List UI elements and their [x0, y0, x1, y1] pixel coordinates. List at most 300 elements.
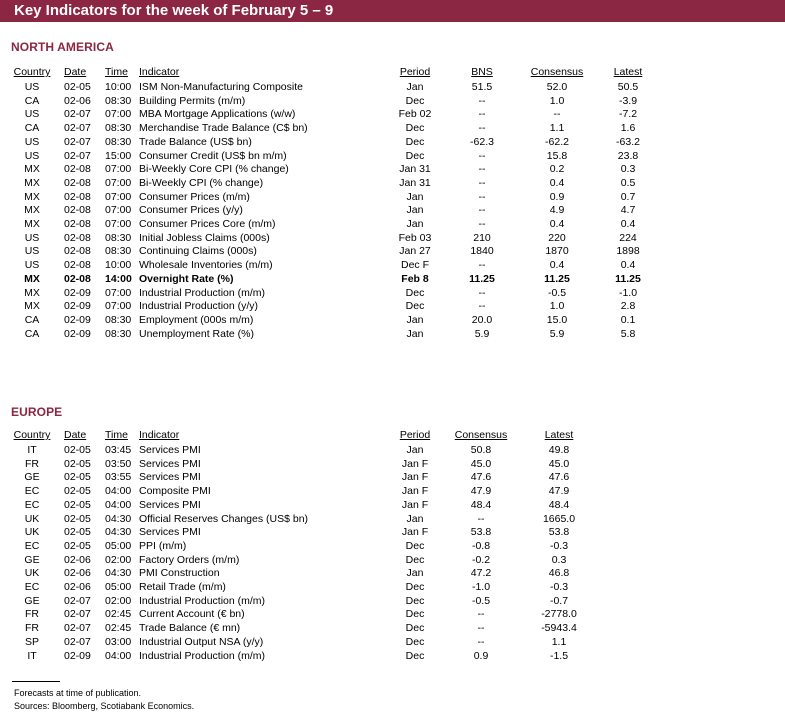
cell-indicator: Composite PMI — [139, 485, 211, 498]
cell-indicator: MBA Mortgage Applications (w/w) — [139, 108, 296, 121]
cell-country: CA — [24, 313, 40, 326]
cell-time: 08:30 — [105, 135, 132, 148]
cell-latest: -0.3 — [549, 581, 569, 593]
cell-time: 04:30 — [105, 512, 132, 525]
cell-time: 07:00 — [105, 163, 132, 176]
cell-consensus: -0.5 — [471, 594, 491, 607]
table-row — [0, 499, 785, 513]
cell-consensus: 48.4 — [470, 498, 492, 511]
cell-time: 03:50 — [105, 457, 132, 470]
cell-country: FR — [25, 457, 39, 470]
cell-period: Jan — [406, 327, 424, 340]
cell-time: 03:45 — [105, 444, 132, 456]
cell-date: 02-07 — [64, 122, 91, 135]
cell-latest: 50.5 — [617, 81, 639, 93]
table-row — [0, 108, 785, 122]
cell-latest: 0.3 — [551, 553, 567, 566]
cell-consensus: 0.2 — [549, 163, 565, 176]
cell-time: 08:30 — [105, 327, 132, 340]
cell-latest: -2778.0 — [541, 608, 577, 621]
cell-bns: -- — [478, 108, 486, 121]
cell-indicator: Continuing Claims (000s) — [139, 245, 257, 258]
cell-period: Jan F — [401, 457, 429, 470]
header-period: Period — [399, 429, 431, 441]
cell-indicator: Services PMI — [139, 471, 201, 484]
cell-time: 05:00 — [105, 539, 132, 552]
cell-country: IT — [27, 649, 37, 662]
cell-indicator: PPI (m/m) — [139, 539, 187, 552]
cell-period: Feb 03 — [398, 231, 432, 244]
cell-latest: 2.8 — [620, 300, 636, 313]
cell-time: 02:45 — [105, 608, 132, 621]
cell-time: 07:00 — [105, 176, 132, 189]
cell-date: 02-05 — [64, 444, 91, 456]
cell-bns: -- — [478, 259, 486, 272]
table-row — [0, 526, 785, 540]
header-date: Date — [64, 66, 87, 78]
header-bns: BNS — [471, 66, 493, 78]
cell-date: 02-09 — [64, 286, 91, 299]
cell-bns: -- — [478, 218, 486, 230]
cell-consensus: -1.0 — [471, 581, 491, 593]
cell-consensus: -0.8 — [471, 539, 491, 552]
cell-time: 07:00 — [105, 218, 132, 230]
table-row — [0, 444, 785, 458]
cell-bns: -- — [478, 149, 486, 162]
cell-consensus: -- — [477, 622, 485, 635]
cell-period: Dec — [405, 300, 425, 313]
cell-date: 02-08 — [64, 272, 91, 285]
cell-period: Dec F — [400, 259, 429, 272]
cell-consensus: 1870 — [545, 245, 569, 258]
cell-consensus: 47.2 — [470, 567, 492, 580]
cell-indicator: Merchandise Trade Balance (C$ bn) — [139, 122, 308, 135]
table-row — [0, 259, 785, 273]
cell-indicator: Official Reserves Changes (US$ bn) — [139, 512, 309, 525]
cell-country: MX — [24, 163, 40, 176]
cell-indicator: Industrial Production (m/m) — [139, 649, 266, 662]
header-date: Date — [64, 429, 87, 441]
cell-date: 02-05 — [64, 526, 91, 539]
cell-consensus: 1.0 — [549, 94, 565, 107]
cell-time: 10:00 — [105, 259, 132, 272]
cell-time: 04:00 — [105, 485, 132, 498]
cell-date: 02-08 — [64, 259, 91, 272]
title-bar — [0, 0, 785, 22]
cell-bns: 11.25 — [469, 272, 495, 285]
cell-indicator: Building Permits (m/m) — [139, 94, 246, 107]
cell-bns: 210 — [473, 231, 491, 244]
cell-period: Dec — [405, 594, 425, 607]
table-row — [0, 136, 785, 150]
cell-consensus: 47.6 — [470, 471, 492, 484]
cell-latest: 0.4 — [620, 218, 636, 230]
cell-time: 04:00 — [105, 498, 132, 511]
cell-time: 02:45 — [105, 622, 132, 635]
cell-bns: 1840 — [470, 245, 494, 258]
header-consensus: Consensus — [454, 429, 508, 441]
cell-date: 02-07 — [64, 635, 91, 648]
cell-period: Jan 27 — [399, 245, 431, 258]
cell-period: Jan — [406, 190, 424, 203]
cell-latest: 0.3 — [620, 163, 636, 176]
table-row — [0, 458, 785, 472]
cell-date: 02-07 — [64, 622, 91, 635]
cell-date: 02-06 — [64, 553, 91, 566]
cell-country: GE — [24, 553, 40, 566]
cell-country: IT — [27, 444, 37, 456]
cell-time: 02:00 — [105, 594, 132, 607]
cell-indicator: Services PMI — [139, 444, 201, 456]
cell-indicator: Industrial Production (m/m) — [139, 594, 266, 607]
cell-indicator: Initial Jobless Claims (000s) — [139, 231, 270, 244]
cell-period: Dec — [405, 608, 425, 621]
cell-country: US — [24, 259, 40, 272]
cell-latest: 48.4 — [548, 498, 570, 511]
cell-date: 02-08 — [64, 218, 91, 230]
section-title-europe: EUROPE — [11, 405, 63, 419]
cell-date: 02-09 — [64, 649, 91, 662]
cell-period: Jan — [406, 313, 424, 326]
cell-time: 03:55 — [105, 471, 132, 484]
table-row — [0, 218, 785, 232]
cell-country: MX — [24, 300, 40, 313]
cell-period: Dec — [405, 581, 425, 593]
cell-indicator: Industrial Output NSA (y/y) — [139, 635, 264, 648]
cell-bns: -- — [478, 176, 486, 189]
table-row — [0, 581, 785, 595]
cell-bns: 20.0 — [471, 313, 493, 326]
cell-date: 02-08 — [64, 190, 91, 203]
cell-time: 07:00 — [105, 204, 132, 217]
table-row — [0, 177, 785, 191]
cell-country: MX — [24, 286, 40, 299]
cell-date: 02-05 — [64, 485, 91, 498]
table-row — [0, 595, 785, 609]
cell-period: Jan — [406, 444, 424, 456]
table-row — [0, 513, 785, 527]
cell-consensus: 220 — [548, 231, 566, 244]
cell-period: Jan — [406, 204, 424, 217]
table-header — [0, 429, 785, 443]
cell-country: FR — [25, 622, 39, 635]
cell-indicator: Consumer Credit (US$ bn m/m) — [139, 149, 287, 162]
cell-country: UK — [24, 526, 40, 539]
cell-date: 02-05 — [64, 498, 91, 511]
cell-country: UK — [24, 567, 40, 580]
cell-period: Dec — [405, 94, 425, 107]
cell-time: 10:00 — [105, 81, 132, 93]
cell-country: US — [24, 149, 40, 162]
footnote-forecasts: Forecasts at time of publication. — [14, 688, 142, 698]
cell-latest: -1.5 — [549, 649, 569, 662]
cell-country: EC — [24, 581, 40, 593]
cell-period: Dec — [405, 635, 425, 648]
cell-country: EC — [24, 498, 40, 511]
cell-bns: -- — [478, 300, 486, 313]
cell-consensus: 47.9 — [470, 485, 492, 498]
cell-indicator: Trade Balance (US$ bn) — [139, 135, 252, 148]
cell-latest: 1665.0 — [542, 512, 576, 525]
cell-consensus: 15.0 — [546, 313, 568, 326]
cell-latest: 224 — [619, 231, 637, 244]
cell-country: US — [24, 231, 40, 244]
cell-country: MX — [24, 272, 40, 285]
cell-time: 08:30 — [105, 245, 132, 258]
cell-date: 02-06 — [64, 581, 91, 593]
table-row — [0, 150, 785, 164]
cell-latest: 0.4 — [620, 259, 636, 272]
cell-date: 02-08 — [64, 176, 91, 189]
cell-indicator: PMI Construction — [139, 567, 220, 580]
cell-bns: -- — [478, 163, 486, 176]
cell-date: 02-05 — [64, 471, 91, 484]
cell-indicator: Wholesale Inventories (m/m) — [139, 259, 273, 272]
cell-consensus: 0.4 — [549, 259, 565, 272]
cell-latest: 5.8 — [620, 327, 636, 340]
cell-consensus: 1.1 — [549, 122, 565, 135]
cell-latest: -0.3 — [549, 539, 569, 552]
cell-latest: 46.8 — [548, 567, 570, 580]
cell-date: 02-07 — [64, 608, 91, 621]
cell-country: MX — [24, 190, 40, 203]
cell-period: Dec — [405, 553, 425, 566]
cell-bns: -- — [478, 204, 486, 217]
cell-consensus: -- — [477, 608, 485, 621]
header-consensus: Consensus — [530, 66, 584, 78]
cell-consensus: 1.0 — [549, 300, 565, 313]
cell-date: 02-05 — [64, 512, 91, 525]
header-time: Time — [105, 66, 128, 78]
table-row — [0, 204, 785, 218]
cell-latest: 0.7 — [620, 190, 636, 203]
cell-country: US — [24, 81, 40, 93]
cell-country: UK — [24, 512, 40, 525]
table-row — [0, 163, 785, 177]
cell-country: CA — [24, 327, 40, 340]
cell-latest: 49.8 — [548, 444, 570, 456]
cell-period: Jan F — [401, 526, 429, 539]
cell-country: CA — [24, 122, 40, 135]
cell-period: Jan 31 — [399, 176, 431, 189]
cell-latest: 47.6 — [548, 471, 570, 484]
cell-period: Jan F — [401, 471, 429, 484]
cell-consensus: 15.8 — [546, 149, 568, 162]
cell-indicator: Consumer Prices (y/y) — [139, 204, 243, 217]
cell-time: 04:00 — [105, 649, 132, 662]
cell-time: 07:00 — [105, 108, 132, 121]
cell-latest: 1.1 — [551, 635, 567, 648]
header-indicator: Indicator — [139, 66, 180, 78]
cell-consensus: 0.9 — [549, 190, 565, 203]
table-row — [0, 650, 785, 664]
cell-latest: 45.0 — [548, 457, 570, 470]
cell-date: 02-09 — [64, 300, 91, 313]
cell-period: Jan F — [401, 485, 429, 498]
cell-indicator: Services PMI — [139, 498, 201, 511]
cell-date: 02-08 — [64, 163, 91, 176]
header-latest: Latest — [613, 66, 643, 78]
cell-indicator: Industrial Production (m/m) — [139, 286, 266, 299]
cell-date: 02-05 — [64, 539, 91, 552]
cell-period: Dec — [405, 622, 425, 635]
cell-consensus: 50.8 — [470, 444, 492, 456]
cell-consensus: -62.2 — [545, 135, 569, 148]
cell-date: 02-07 — [64, 594, 91, 607]
cell-indicator: Trade Balance (€ mn) — [139, 622, 241, 635]
table-row — [0, 287, 785, 301]
cell-indicator: Industrial Production (y/y) — [139, 300, 259, 313]
cell-time: 07:00 — [105, 300, 132, 313]
cell-bns: 51.5 — [471, 81, 493, 93]
cell-date: 02-08 — [64, 245, 91, 258]
cell-country: GE — [24, 471, 40, 484]
cell-period: Dec — [405, 649, 425, 662]
cell-date: 02-09 — [64, 327, 91, 340]
table-row — [0, 622, 785, 636]
cell-country: GE — [24, 594, 40, 607]
cell-indicator: Employment (000s m/m) — [139, 313, 254, 326]
cell-time: 08:30 — [105, 122, 132, 135]
table-row — [0, 540, 785, 554]
cell-latest: 1.6 — [620, 122, 636, 135]
cell-consensus: -0.5 — [547, 286, 567, 299]
cell-date: 02-08 — [64, 204, 91, 217]
table-row — [0, 636, 785, 650]
cell-latest: 0.1 — [620, 313, 636, 326]
cell-date: 02-07 — [64, 108, 91, 121]
cell-latest: 4.7 — [620, 204, 636, 217]
cell-time: 14:00 — [105, 272, 132, 285]
cell-time: 03:00 — [105, 635, 132, 648]
cell-time: 02:00 — [105, 553, 132, 566]
cell-consensus: -- — [477, 635, 485, 648]
cell-latest: 11.25 — [615, 272, 641, 285]
cell-date: 02-09 — [64, 313, 91, 326]
cell-consensus: -- — [477, 512, 485, 525]
header-latest: Latest — [544, 429, 574, 441]
cell-date: 02-06 — [64, 567, 91, 580]
cell-latest: 47.9 — [548, 485, 570, 498]
cell-bns: -- — [478, 122, 486, 135]
table-row — [0, 300, 785, 314]
footnote-divider — [12, 681, 60, 682]
cell-latest: -5943.4 — [541, 622, 577, 635]
cell-country: MX — [24, 176, 40, 189]
cell-consensus: 53.8 — [470, 526, 492, 539]
cell-period: Jan — [406, 218, 424, 230]
cell-indicator: Services PMI — [139, 457, 201, 470]
cell-consensus: 5.9 — [549, 327, 565, 340]
cell-consensus: 0.4 — [549, 176, 565, 189]
header-country: Country — [13, 66, 51, 78]
table-header — [0, 66, 785, 80]
cell-period: Dec — [405, 286, 425, 299]
cell-period: Dec — [405, 135, 425, 148]
cell-consensus: 0.9 — [473, 649, 489, 662]
cell-country: US — [24, 245, 40, 258]
cell-latest: 1898 — [616, 245, 640, 258]
section-title-north-america: NORTH AMERICA — [11, 40, 114, 54]
table-row — [0, 81, 785, 95]
footnote-sources: Sources: Bloomberg, Scotiabank Economics. — [14, 701, 195, 711]
cell-country: SP — [24, 635, 39, 648]
cell-indicator: Unemployment Rate (%) — [139, 327, 254, 340]
cell-consensus: -- — [553, 108, 561, 121]
cell-latest: -3.9 — [618, 94, 638, 107]
cell-indicator: Consumer Prices (m/m) — [139, 190, 250, 203]
table-row — [0, 608, 785, 622]
cell-consensus: -0.2 — [471, 553, 491, 566]
cell-latest: -1.0 — [618, 286, 638, 299]
cell-indicator: Retail Trade (m/m) — [139, 581, 226, 593]
table-row — [0, 485, 785, 499]
cell-period: Jan — [406, 512, 424, 525]
cell-bns: -62.3 — [470, 135, 494, 148]
cell-date: 02-07 — [64, 149, 91, 162]
cell-bns: -- — [478, 190, 486, 203]
cell-period: Dec — [405, 539, 425, 552]
cell-bns: -- — [478, 286, 486, 299]
cell-latest: 0.5 — [620, 176, 636, 189]
table-row — [0, 191, 785, 205]
cell-period: Jan — [406, 567, 424, 580]
cell-time: 08:30 — [105, 231, 132, 244]
page-title: Key Indicators for the week of February 5 – 9 — [14, 2, 334, 19]
cell-country: CA — [24, 94, 40, 107]
cell-country: MX — [24, 218, 40, 230]
cell-period: Jan 31 — [399, 163, 431, 176]
table-row — [0, 328, 785, 342]
cell-bns: 5.9 — [474, 327, 490, 340]
cell-date: 02-06 — [64, 94, 91, 107]
cell-period: Feb 02 — [398, 108, 432, 121]
cell-period: Jan — [406, 81, 424, 93]
cell-country: US — [24, 135, 40, 148]
cell-period: Jan F — [401, 498, 429, 511]
cell-country: MX — [24, 204, 40, 217]
cell-indicator: Services PMI — [139, 526, 201, 539]
cell-latest: 53.8 — [548, 526, 570, 539]
cell-indicator: Overnight Rate (%) — [139, 272, 234, 285]
cell-time: 04:30 — [105, 567, 132, 580]
cell-country: EC — [24, 539, 40, 552]
table-row — [0, 245, 785, 259]
cell-date: 02-07 — [64, 135, 91, 148]
cell-consensus: 11.25 — [544, 272, 570, 285]
cell-date: 02-05 — [64, 457, 91, 470]
header-country: Country — [13, 429, 51, 441]
cell-date: 02-05 — [64, 81, 91, 93]
header-indicator: Indicator — [139, 429, 180, 441]
table-row — [0, 554, 785, 568]
cell-latest: -0.7 — [549, 594, 569, 607]
cell-country: US — [24, 108, 40, 121]
cell-indicator: Current Account (€ bn) — [139, 608, 245, 621]
cell-time: 15:00 — [105, 149, 132, 162]
table-row — [0, 471, 785, 485]
cell-bns: -- — [478, 94, 486, 107]
cell-latest: 23.8 — [617, 149, 639, 162]
cell-consensus: 0.4 — [549, 218, 565, 230]
header-time: Time — [105, 429, 128, 441]
cell-indicator: Factory Orders (m/m) — [139, 553, 240, 566]
cell-consensus: 52.0 — [546, 81, 568, 93]
cell-time: 04:30 — [105, 526, 132, 539]
table-row — [0, 567, 785, 581]
cell-consensus: 45.0 — [470, 457, 492, 470]
cell-period: Dec — [405, 149, 425, 162]
